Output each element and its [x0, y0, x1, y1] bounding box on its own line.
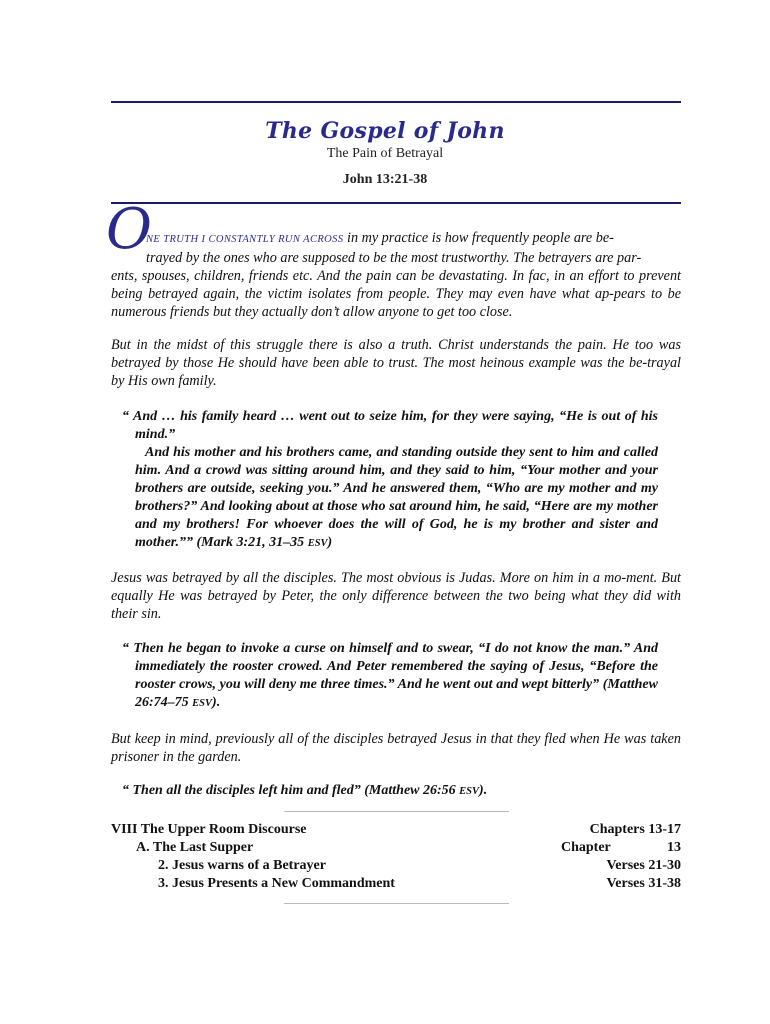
outline-heading: 3. Jesus Presents a New Commandment	[158, 876, 395, 891]
outline-table	[111, 821, 681, 893]
esv-label: ESV	[307, 538, 328, 549]
quote-mark-part2: And his mother and his brothers came, and standing outside they sent to him and called him. And a crowd was sitting around him, and they said to him, “Your mother and your brothers are outside, seeking you.” And he answered them, “Who are my mother and my brothers?” And looking about at those who sat around him, he said, “Here are my mother and my brothers! For whoever does the will of God, he is my brother and sister and mother.”” (Mark 3:21, 31–35	[135, 445, 658, 550]
quote-close: )	[327, 535, 333, 550]
paragraph-2: But in the midst of this struggle there is also a truth. Christ understands the pain. He too was betrayed by those He should have been able to trust. The most heinous example was the be-trayal by His own family.	[111, 337, 681, 389]
quote-mark-part1: “ And … his family heard … went out to seize him, for they were saying, “He is out of his mind.”	[122, 409, 658, 442]
page-subtitle: The Pain of Betrayal	[326, 146, 444, 161]
quote-mark	[122, 408, 658, 553]
outline-range: Verses 21-30	[606, 858, 681, 873]
outline-range: Chapters 13-17	[589, 822, 681, 837]
separator-rule	[284, 811, 509, 812]
quote-matthew-wrap	[122, 640, 658, 713]
smallcaps-lead: NE TRUTH I CONSTANTLY RUN ACROSS	[146, 234, 344, 245]
esv-label: ESV	[192, 698, 213, 709]
drop-cap: O	[106, 197, 152, 262]
paragraph-3: Jesus was betrayed by all the disciples. The most obvious is Judas. More on him in a mo-ment. But equally He was betrayed by Peter, the only difference between the two being what they did with their sin.	[111, 570, 681, 622]
intro-second-line: trayed by the ones who are supposed to be the most trustworthy. The betrayers are par-	[146, 250, 642, 266]
chapter-label: Chapter	[561, 840, 611, 855]
separator-rule	[284, 903, 509, 904]
quote-fled-wrap	[122, 782, 658, 801]
quote-matthew-26-74	[122, 640, 658, 713]
outline-heading: A. The Last Supper	[136, 840, 254, 855]
outline-row	[111, 857, 681, 875]
outline-row	[111, 839, 681, 857]
top-rule	[111, 101, 681, 103]
quote-matthew-26-56	[122, 782, 658, 801]
outline-heading: VIII The Upper Room Discourse	[111, 822, 307, 837]
paragraph-4: But keep in mind, previously all of the disciples betrayed Jesus in that they fled when He was taken prisoner in the garden.	[111, 731, 681, 765]
quote-mark-part2-wrap	[122, 444, 658, 553]
intro-paragraph	[111, 229, 681, 321]
chapter-number: 13	[667, 840, 681, 855]
quote-close: ).	[479, 783, 488, 798]
page-title: The Gospel of John	[265, 118, 505, 144]
intro-line1-rest: in my practice is how frequently people are be-	[343, 230, 614, 246]
scripture-reference: John 13:21-38	[342, 172, 428, 187]
esv-label: ESV	[459, 786, 480, 797]
intro-first-line	[111, 229, 681, 249]
intro-rest: ents, spouses, children, friends etc. And the pain can be devastating. In fac, in an effort to prevent being betrayed again, the victim isolates from people. They may even have what ap-pears to be numerous friends but they actually don’t allow anyone to get too close.	[111, 268, 681, 320]
outline-row	[111, 821, 681, 839]
outline-range: Verses 31-38	[606, 876, 681, 891]
header-rule	[111, 202, 681, 204]
outline-range	[561, 839, 681, 857]
quote-fled-text: “ Then all the disciples left him and fled” (Matthew 26:56	[122, 783, 460, 798]
outline-row	[111, 875, 681, 893]
quote-close: ).	[212, 695, 221, 710]
outline-heading: 2. Jesus warns of a Betrayer	[158, 858, 326, 873]
quote-matthew-text: “ Then he began to invoke a curse on himself and to swear, “I do not know the man.” And immediately the rooster crowed. And Peter remembered the saying of Jesus, “Before the rooster crows, you will deny me three times.” And he went out and wept bitterly” (Matthew 26:74–75	[122, 641, 658, 710]
